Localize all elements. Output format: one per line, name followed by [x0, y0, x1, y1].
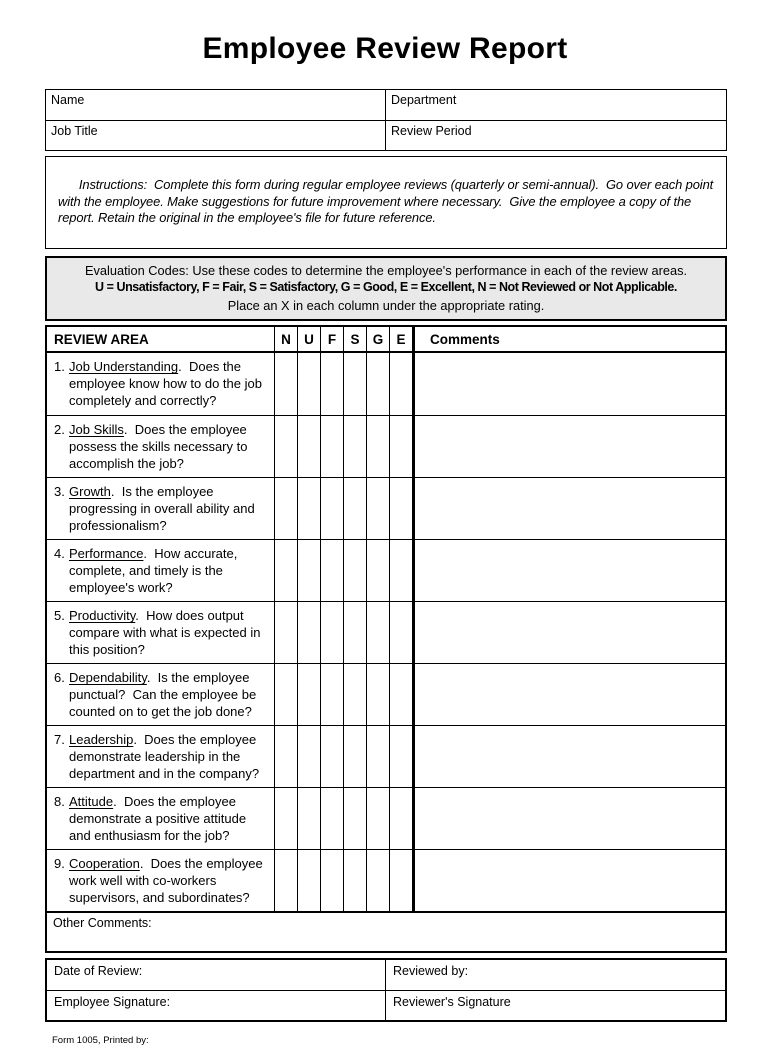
rating-cell-g[interactable]	[366, 850, 389, 911]
table-row	[47, 477, 725, 539]
rating-cell-g[interactable]	[366, 416, 389, 477]
table-row	[47, 539, 725, 601]
comments-cell[interactable]	[412, 602, 725, 663]
reviewers-signature-field[interactable]	[385, 990, 725, 1020]
row-number: 2.	[54, 422, 65, 438]
comments-cell[interactable]	[412, 478, 725, 539]
rating-cell-u[interactable]	[297, 664, 320, 725]
rating-cell-e[interactable]	[389, 478, 412, 539]
rating-cell-u[interactable]	[297, 353, 320, 415]
review-area-desc: Does the employee work well with co-workers supervisors, and subordinates?	[69, 856, 267, 906]
comments-cell[interactable]	[412, 850, 725, 911]
instructions-box	[45, 156, 727, 249]
row-text	[69, 483, 268, 539]
comments-cell[interactable]	[412, 353, 725, 415]
rating-cell-g[interactable]	[366, 664, 389, 725]
rating-cell-f[interactable]	[320, 416, 343, 477]
table-row	[47, 787, 725, 849]
rating-cell-g[interactable]	[366, 788, 389, 849]
rating-cell-n[interactable]	[274, 540, 297, 601]
code-header-n: N	[274, 327, 297, 351]
reviewed-by-field[interactable]	[385, 960, 725, 990]
code-header-s: S	[343, 327, 366, 351]
date-of-review-label: Date of Review:	[54, 964, 143, 979]
rating-cell-f[interactable]	[320, 788, 343, 849]
rating-cell-f[interactable]	[320, 850, 343, 911]
header-fields-table	[45, 89, 727, 151]
rating-cell-n[interactable]	[274, 478, 297, 539]
review-area-desc: Is the employee punctual? Can the employee be counted on to get the job done?	[69, 670, 260, 720]
form-page	[0, 32, 770, 1056]
review-area-name: Job Skills	[69, 422, 124, 438]
review-area-name: Attitude	[69, 794, 114, 810]
row-text	[69, 669, 268, 725]
name-label: Name	[51, 93, 85, 107]
reviewed-by-label: Reviewed by:	[393, 964, 469, 979]
review-area-name: Cooperation	[69, 856, 140, 872]
rating-cell-s[interactable]	[343, 353, 366, 415]
separator: .	[135, 608, 147, 624]
rating-cell-u[interactable]	[297, 416, 320, 477]
table-row	[47, 663, 725, 725]
date-of-review-field[interactable]	[47, 960, 385, 990]
comments-cell[interactable]	[412, 664, 725, 725]
rating-cell-e[interactable]	[389, 850, 412, 911]
row-number: 1.	[54, 359, 65, 375]
rating-cell-n[interactable]	[274, 353, 297, 415]
rating-cell-e[interactable]	[389, 540, 412, 601]
instructions-text: Instructions: Complete this form during regular employee reviews (quarterly or semi-annual). Go over each point with the employee. Make suggestions for future improvement where necessary. Give the employee a copy of the report. Retain the original in the employee's file for future reference.	[58, 177, 717, 226]
row-text	[69, 421, 268, 477]
review-area-cell	[47, 353, 274, 415]
signature-table	[45, 958, 727, 1022]
reviewers-signature-label: Reviewer's Signature	[393, 995, 511, 1010]
rating-cell-e[interactable]	[389, 602, 412, 663]
separator: .	[139, 856, 151, 872]
review-area-name: Productivity	[69, 608, 136, 624]
rating-cell-s[interactable]	[343, 602, 366, 663]
rating-cell-f[interactable]	[320, 353, 343, 415]
rating-cell-e[interactable]	[389, 416, 412, 477]
code-header-g: G	[366, 327, 389, 351]
row-text	[69, 545, 268, 601]
review-area-cell	[47, 850, 274, 911]
rating-cell-s[interactable]	[343, 478, 366, 539]
separator: .	[123, 422, 135, 438]
review-area-name: Performance	[69, 546, 144, 562]
table-row	[47, 415, 725, 477]
review-period-label: Review Period	[391, 124, 472, 138]
form-content	[45, 89, 727, 1046]
rating-cell-u[interactable]	[297, 726, 320, 787]
rating-cell-n[interactable]	[274, 602, 297, 663]
evaluation-codes-line2: U = Unsatisfactory, F = Fair, S = Satisfactory, G = Good, E = Excellent, N = Not Reviewed or Not Applicable.	[95, 280, 677, 295]
review-area-desc: Does the employee possess the skills necessary to accomplish the job?	[69, 422, 252, 472]
rating-cell-u[interactable]	[297, 540, 320, 601]
review-area-name: Job Understanding	[69, 359, 179, 375]
employee-signature-field[interactable]	[47, 990, 385, 1020]
review-area-name: Dependability	[69, 670, 147, 686]
review-table-header	[47, 327, 725, 353]
table-row	[47, 353, 725, 415]
review-area-desc: Does the employee know how to do the job completely and correctly?	[69, 359, 266, 409]
evaluation-codes-line1: Evaluation Codes: Use these codes to determine the employee's performance in each of the review areas.	[84, 263, 688, 279]
comments-cell[interactable]	[412, 726, 725, 787]
rating-cell-e[interactable]	[389, 664, 412, 725]
review-area-desc: Does the employee demonstrate leadership in the department and in the company?	[69, 732, 260, 782]
code-header-e: E	[389, 327, 412, 351]
rating-cell-s[interactable]	[343, 788, 366, 849]
other-comments-label: Other Comments:	[53, 916, 152, 931]
department-label: Department	[391, 93, 457, 107]
rating-cell-u[interactable]	[297, 478, 320, 539]
code-header-u: U	[297, 327, 320, 351]
job-title-field[interactable]	[46, 120, 385, 150]
comments-header: Comments	[412, 327, 725, 351]
rating-cell-n[interactable]	[274, 664, 297, 725]
rating-cell-g[interactable]	[366, 478, 389, 539]
rating-cell-e[interactable]	[389, 788, 412, 849]
review-area-name: Growth	[69, 484, 111, 500]
separator: .	[113, 794, 124, 810]
review-area-cell	[47, 540, 274, 601]
review-area-name: Leadership	[69, 732, 134, 748]
row-number: 8.	[54, 794, 65, 810]
review-area-cell	[47, 478, 274, 539]
rating-cell-f[interactable]	[320, 602, 343, 663]
table-row	[47, 849, 725, 911]
code-header-f: F	[320, 327, 343, 351]
review-table	[45, 325, 727, 913]
row-text	[69, 793, 268, 849]
row-number: 9.	[54, 856, 65, 872]
row-number: 7.	[54, 732, 65, 748]
rating-cell-g[interactable]	[366, 602, 389, 663]
rating-cell-f[interactable]	[320, 664, 343, 725]
row-number: 6.	[54, 670, 65, 686]
review-area-cell	[47, 602, 274, 663]
review-period-field[interactable]	[385, 120, 726, 150]
review-area-cell	[47, 664, 274, 725]
row-number: 5.	[54, 608, 65, 624]
evaluation-codes-line3: Place an X in each column under the appropriate rating.	[227, 297, 545, 313]
review-area-cell	[47, 788, 274, 849]
job-title-label: Job Title	[51, 124, 98, 138]
review-area-cell	[47, 726, 274, 787]
rating-cell-s[interactable]	[343, 416, 366, 477]
rating-cell-u[interactable]	[297, 788, 320, 849]
rating-cell-u[interactable]	[297, 602, 320, 663]
review-area-desc: How accurate, complete, and timely is the employee's work?	[69, 546, 241, 596]
rating-cell-n[interactable]	[274, 788, 297, 849]
other-comments-box[interactable]	[45, 913, 727, 953]
rating-cell-s[interactable]	[343, 726, 366, 787]
rating-cell-n[interactable]	[274, 726, 297, 787]
rating-cell-f[interactable]	[320, 726, 343, 787]
comments-cell[interactable]	[412, 416, 725, 477]
rating-cell-e[interactable]	[389, 353, 412, 415]
rating-cell-g[interactable]	[366, 353, 389, 415]
table-row	[47, 601, 725, 663]
row-number: 4.	[54, 546, 65, 562]
rating-cell-s[interactable]	[343, 540, 366, 601]
rating-cell-s[interactable]	[343, 664, 366, 725]
rating-cell-e[interactable]	[389, 726, 412, 787]
name-field[interactable]	[46, 90, 385, 120]
review-area-header: REVIEW AREA	[54, 331, 149, 347]
separator: .	[178, 359, 189, 375]
separator: .	[133, 732, 145, 748]
row-text	[69, 607, 268, 663]
department-field[interactable]	[385, 90, 726, 120]
rating-cell-u[interactable]	[297, 850, 320, 911]
evaluation-codes-box	[45, 256, 727, 321]
rating-cell-g[interactable]	[366, 540, 389, 601]
review-area-desc: Does the employee demonstrate a positive attitude and enthusiasm for the job?	[69, 794, 250, 844]
form-footer: Form 1005, Printed by:	[52, 1035, 149, 1047]
rating-cell-f[interactable]	[320, 478, 343, 539]
row-number: 3.	[54, 484, 65, 500]
review-area-desc: How does output compare with what is expected in this position?	[69, 608, 265, 658]
comments-cell[interactable]	[412, 788, 725, 849]
comments-cell[interactable]	[412, 540, 725, 601]
separator: .	[110, 484, 122, 500]
row-text	[69, 358, 268, 415]
rating-cell-n[interactable]	[274, 416, 297, 477]
rating-cell-s[interactable]	[343, 850, 366, 911]
separator: .	[143, 546, 155, 562]
table-row	[47, 725, 725, 787]
separator: .	[146, 670, 158, 686]
rating-cell-g[interactable]	[366, 726, 389, 787]
rating-cell-n[interactable]	[274, 850, 297, 911]
rating-cell-f[interactable]	[320, 540, 343, 601]
row-text	[69, 855, 268, 911]
review-area-desc: Is the employee progressing in overall ability and professionalism?	[69, 484, 259, 534]
employee-signature-label: Employee Signature:	[54, 995, 171, 1010]
row-text	[69, 731, 268, 787]
page-title: Employee Review Report	[202, 32, 568, 65]
review-area-cell	[47, 416, 274, 477]
